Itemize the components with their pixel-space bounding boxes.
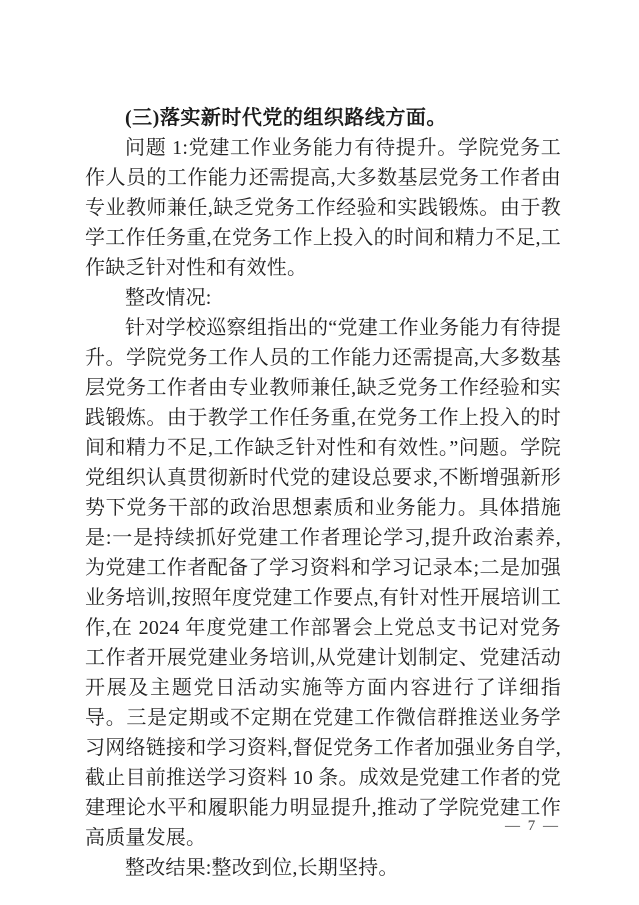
page-number: — 7 — bbox=[505, 818, 560, 834]
paragraph-problem: 问题 1:党建工作业务能力有待提升。学院党务工作人员的工作能力还需提高,大多数基层党务工作者由专业教师兼任,缺乏党务工作经验和实践锻炼。由于教学工作任务重,在党务工作上投入的时间和精力不足,工作缺乏针对性和有效性。 bbox=[85, 137, 561, 279]
paragraph-result: 整改结果:整改到位,长期坚持。 bbox=[125, 857, 399, 879]
section-heading: (三)落实新时代党的组织路线方面。 bbox=[125, 107, 447, 129]
paragraph-rectification-label: 整改情况: bbox=[125, 287, 212, 309]
document-body bbox=[85, 103, 561, 883]
paragraph-rectification-detail: 针对学校巡察组指出的“党建工作业务能力有待提升。学院党务工作人员的工作能力还需提高,大多数基层党务工作者由专业教师兼任,缺乏党务工作经验和实践锻炼。由于教学工作任务重,在党务工作上投入的时间和精力不足,工作缺乏针对性和有效性。”问题。学院党组织认真贯彻新时代党的建设总要求,不断增强新形势下党务干部的政治思想素质和业务能力。具体措施是:一是持续抓好党建工作者理论学习,提升政治素养,为党建工作者配备了学习资料和学习记录本;二是加强业务培训,按照年度党建工作要点,有针对性开展培训工作,在 2024 年度党建工作部署会上党总支书记对党务工作者开展党建业务培训,从党建计划制定、党建活动开展及主题党日活动实施等方面内容进行了详细指导。三是定期或不定期在党建工作微信群推送业务学习网络链接和学习资料,督促党务工作者加强业务自学,截止目前推送学习资料 10 条。成效是党建工作者的党建理论水平和履职能力明显提升,推动了学院党建工作高质量发展。 bbox=[85, 317, 561, 849]
